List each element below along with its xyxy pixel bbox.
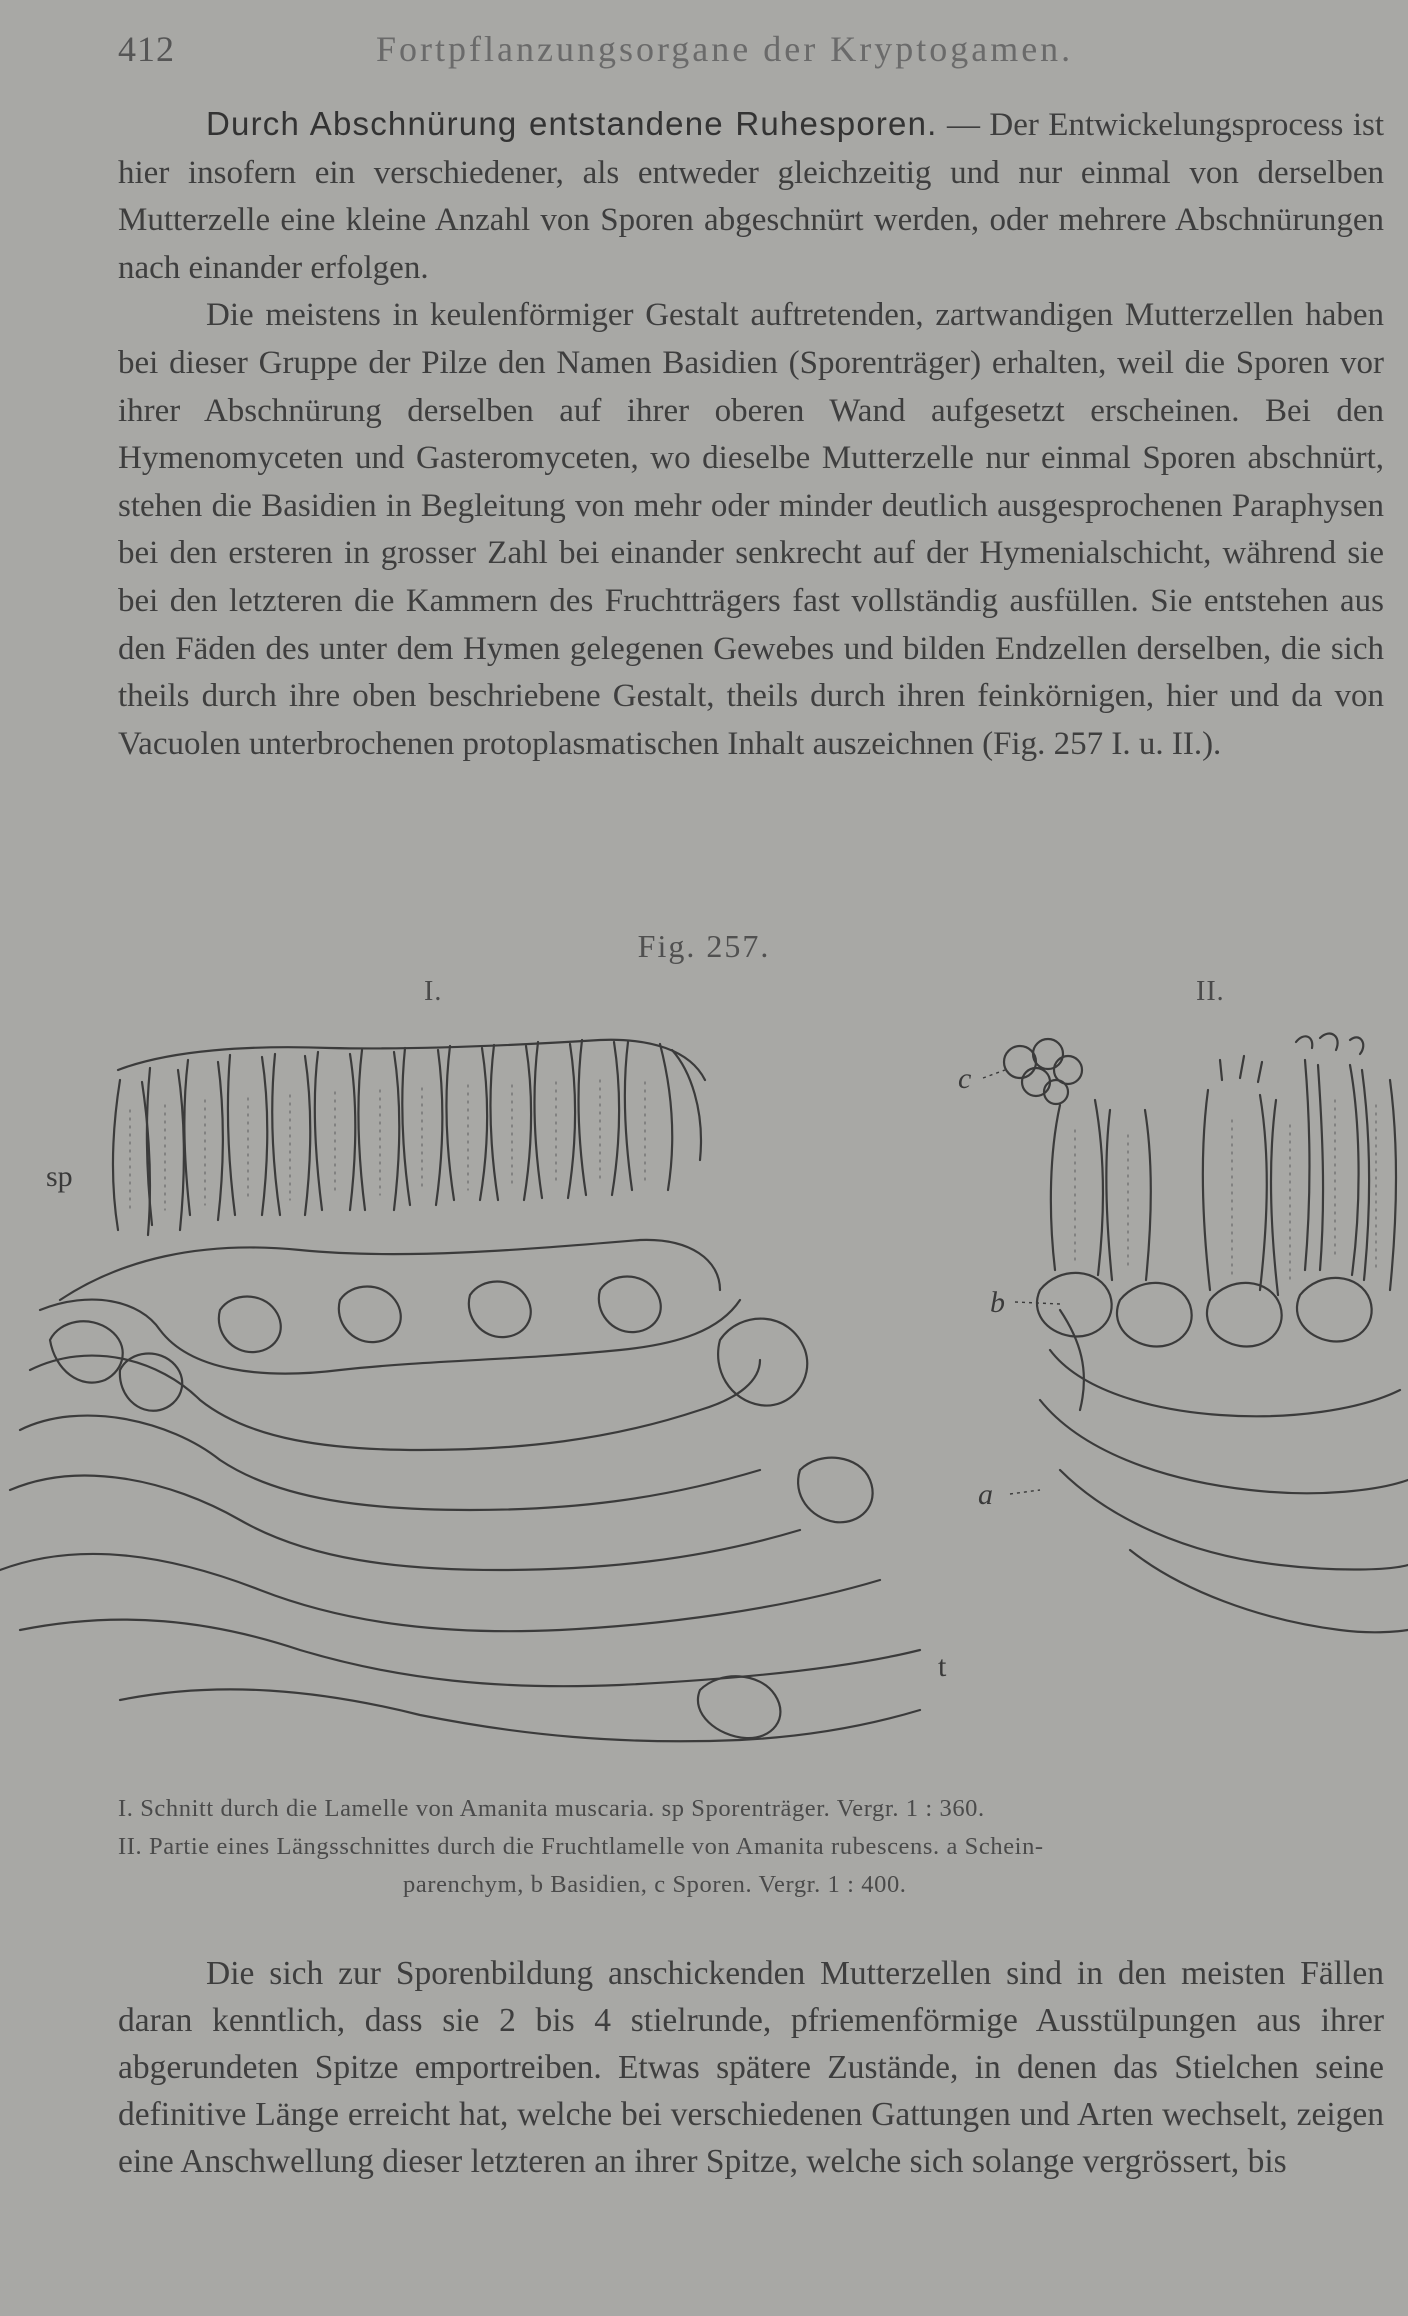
figure-257-illustration bbox=[0, 1010, 1408, 1780]
panel-2-spores bbox=[1004, 1034, 1363, 1104]
panel-1-basidia bbox=[113, 1040, 701, 1235]
label-a: a bbox=[978, 1478, 993, 1511]
panel-1-label: I. bbox=[424, 976, 443, 1007]
panel-1-subhymenium bbox=[0, 1240, 920, 1741]
section-resting-spores bbox=[118, 100, 1384, 768]
running-title: Fortpflanzungsorgane der Kryptogamen. bbox=[376, 29, 1074, 69]
label-t: t bbox=[938, 1650, 947, 1683]
page-number: 412 bbox=[118, 29, 175, 69]
paragraph-3: Die sich zur Sporenbildung anschickenden Mutterzellen sind in den meisten Fällen daran kenntlich, dass sie 2 bis 4 stielrunde, pfriemenförmige Ausstülpungen aus ihrer abgerundeten Spitze emportreiben. Etwas spätere Zustände, in denen das Stielchen seine definitive Länge erreicht hat, welche bei verschiedenen Gattungen und Arten wechselt, zeigen eine Anschwellung dieser letzteren an ihrer Spitze, welche sich solange vergrössert, bis bbox=[118, 1955, 1384, 2180]
label-b: b bbox=[990, 1286, 1005, 1319]
section-spore-formation bbox=[118, 1950, 1384, 2185]
figure-caption bbox=[118, 1790, 1384, 1904]
panel-2-drawing bbox=[1004, 1034, 1408, 1633]
caption-line-2: II. Partie eines Längsschnittes durch die Fruchtlamelle von Amanita rubescens. a Schein- bbox=[118, 1833, 1044, 1860]
paragraph-1 bbox=[118, 100, 1384, 292]
paragraph-1-text: — Der Entwickelungsprocess ist hier insofern ein verschiedener, als entweder gleichzeitig und nur einmal von derselben Mutterzelle eine kleine Anzahl von Sporen abgeschnürt werden, oder mehrere Abschnürungen nach einander erfolgen. bbox=[118, 107, 1384, 286]
panel-2-basidia bbox=[1051, 1060, 1396, 1295]
panel-2-pseudoparenchyma bbox=[1037, 1273, 1408, 1632]
paragraph-2: Die meistens in keulenförmiger Gestalt auftretenden, zartwandigen Mutterzellen haben bei dieser Gruppe der Pilze den Namen Basidien (Sporenträger) erhalten, weil die Sporen vor ihrer Abschnürung derselben auf ihrer oberen Wand aufgesetzt erscheinen. Bei den Hymenomyceten und Gasteromyceten, wo dieselbe Mutterzelle nur einmal Sporen abschnürt, stehen die Basidien in Begleitung von mehr oder minder deutlich ausgesprochenen Paraphysen bei den ersteren in grosser Zahl bei einander senkrecht auf der Hymenialschicht, während sie bei den letzteren die Kammern des Fruchtträgers fast vollständig ausfüllen. Sie entstehen aus den Fäden des unter dem Hymen gelegenen Gewebes und bilden Endzellen derselben, die sich theils durch ihre oben beschriebene Gestalt, theils durch ihren feinkörnigen, hier und da von Vacuolen unterbrochenen protoplasmatischen Inhalt auszeichnen (Fig. 257 I. u. II.). bbox=[118, 297, 1384, 762]
caption-line-1: I. Schnitt durch die Lamelle von Amanita muscaria. sp Sporenträger. Vergr. 1 : 360. bbox=[118, 1795, 985, 1822]
section-lead-heading: Durch Abschnürung entstandene Ruhesporen. bbox=[206, 105, 938, 142]
figure-label: Fig. 257. bbox=[637, 928, 771, 964]
label-sp: sp bbox=[46, 1160, 73, 1193]
panel-1-drawing bbox=[0, 1040, 920, 1741]
panel-2-label: II. bbox=[1196, 976, 1225, 1007]
caption-line-3: parenchym, b Basidien, c Sporen. Vergr. 1 : 400. bbox=[403, 1871, 907, 1898]
page-header bbox=[118, 28, 1318, 78]
label-c: c bbox=[958, 1062, 972, 1095]
